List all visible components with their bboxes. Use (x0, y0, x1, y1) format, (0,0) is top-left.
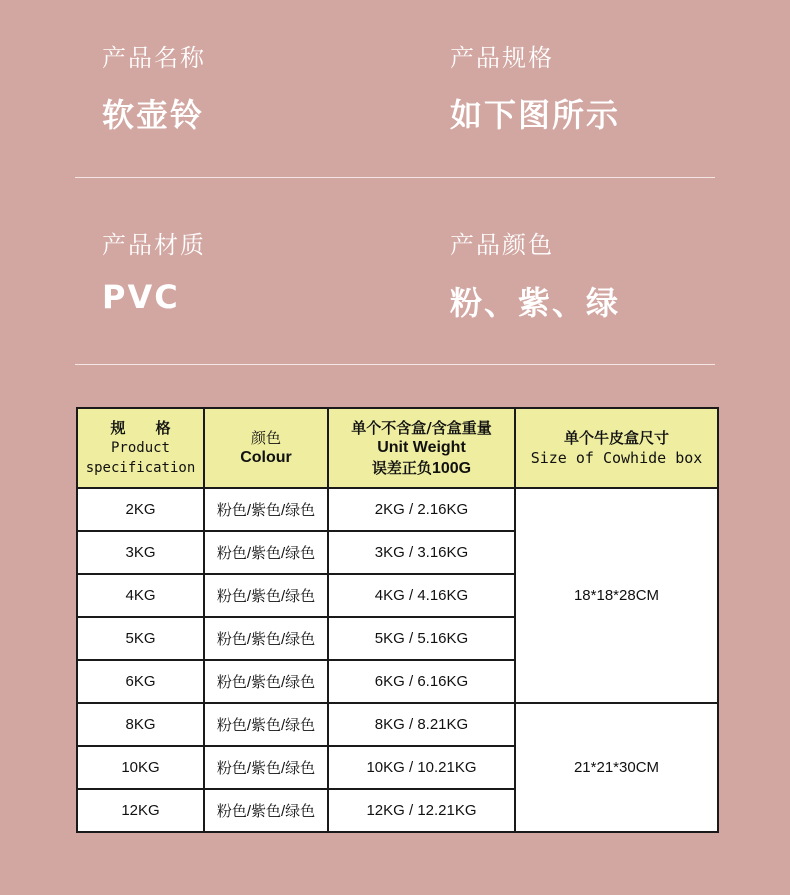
header-colour-cn: 颜色 (250, 429, 281, 447)
spec-cell: 4KG (77, 574, 204, 617)
spec-cell: 6KG (77, 660, 204, 703)
header-weight-cn: 单个不含盒/含盒重量 (351, 418, 492, 437)
spec-cell: 10KG (77, 746, 204, 789)
weight-cell: 3KG / 3.16KG (328, 531, 515, 574)
spec-cell: 3KG (77, 531, 204, 574)
color-cell: 粉色/紫色/绿色 (204, 703, 328, 746)
header-colour-en: Colour (240, 449, 292, 466)
table-row (77, 488, 718, 531)
color-cell: 粉色/紫色/绿色 (204, 746, 328, 789)
product-spec-label: 产品规格 (450, 44, 554, 72)
header-box-en: Size of Cowhide box (530, 449, 703, 467)
color-cell: 粉色/紫色/绿色 (204, 531, 328, 574)
product-color-value: 粉、紫、绿 (450, 284, 621, 322)
header-spec-cn: 规 格 (110, 419, 171, 437)
weight-cell: 8KG / 8.21KG (328, 703, 515, 746)
spec-table (76, 407, 719, 833)
header-weight-note-val: 100G (431, 459, 472, 477)
box-size-cell: 21*21*30CM (515, 703, 718, 832)
weight-cell: 6KG / 6.16KG (328, 660, 515, 703)
header-weight (328, 408, 515, 488)
product-name-label: 产品名称 (102, 44, 206, 72)
color-cell: 粉色/紫色/绿色 (204, 574, 328, 617)
table-row (77, 703, 718, 746)
weight-cell: 5KG / 5.16KG (328, 617, 515, 660)
weight-cell: 10KG / 10.21KG (328, 746, 515, 789)
weight-cell: 2KG / 2.16KG (328, 488, 515, 531)
spec-cell: 8KG (77, 703, 204, 746)
header-weight-en: Unit Weight (377, 438, 466, 456)
header-colour (204, 408, 328, 488)
color-cell: 粉色/紫色/绿色 (204, 789, 328, 832)
header-spec (77, 408, 204, 488)
weight-cell: 4KG / 4.16KG (328, 574, 515, 617)
spec-cell: 5KG (77, 617, 204, 660)
header-box-cn: 单个牛皮盒尺寸 (563, 429, 669, 447)
weight-cell: 12KG / 12.21KG (328, 789, 515, 832)
header-weight-note-cn: 误差正负 (371, 458, 432, 477)
header-box (515, 408, 718, 488)
product-material-label: 产品材质 (102, 231, 206, 259)
color-cell: 粉色/紫色/绿色 (204, 660, 328, 703)
divider-bottom (75, 364, 715, 365)
spec-cell: 12KG (77, 789, 204, 832)
color-cell: 粉色/紫色/绿色 (204, 488, 328, 531)
table-header-row (77, 408, 718, 488)
spec-cell: 2KG (77, 488, 204, 531)
box-size-cell: 18*18*28CM (515, 488, 718, 703)
product-name-value: 软壶铃 (102, 96, 205, 134)
divider-top (75, 177, 715, 178)
header-weight-note (329, 458, 514, 479)
product-spec-value: 如下图所示 (450, 96, 621, 134)
color-cell: 粉色/紫色/绿色 (204, 617, 328, 660)
product-material-value: PVC (102, 278, 180, 316)
product-color-label: 产品颜色 (450, 231, 554, 259)
header-spec-en2: specification (85, 460, 196, 476)
header-spec-en1: Product (110, 440, 170, 456)
